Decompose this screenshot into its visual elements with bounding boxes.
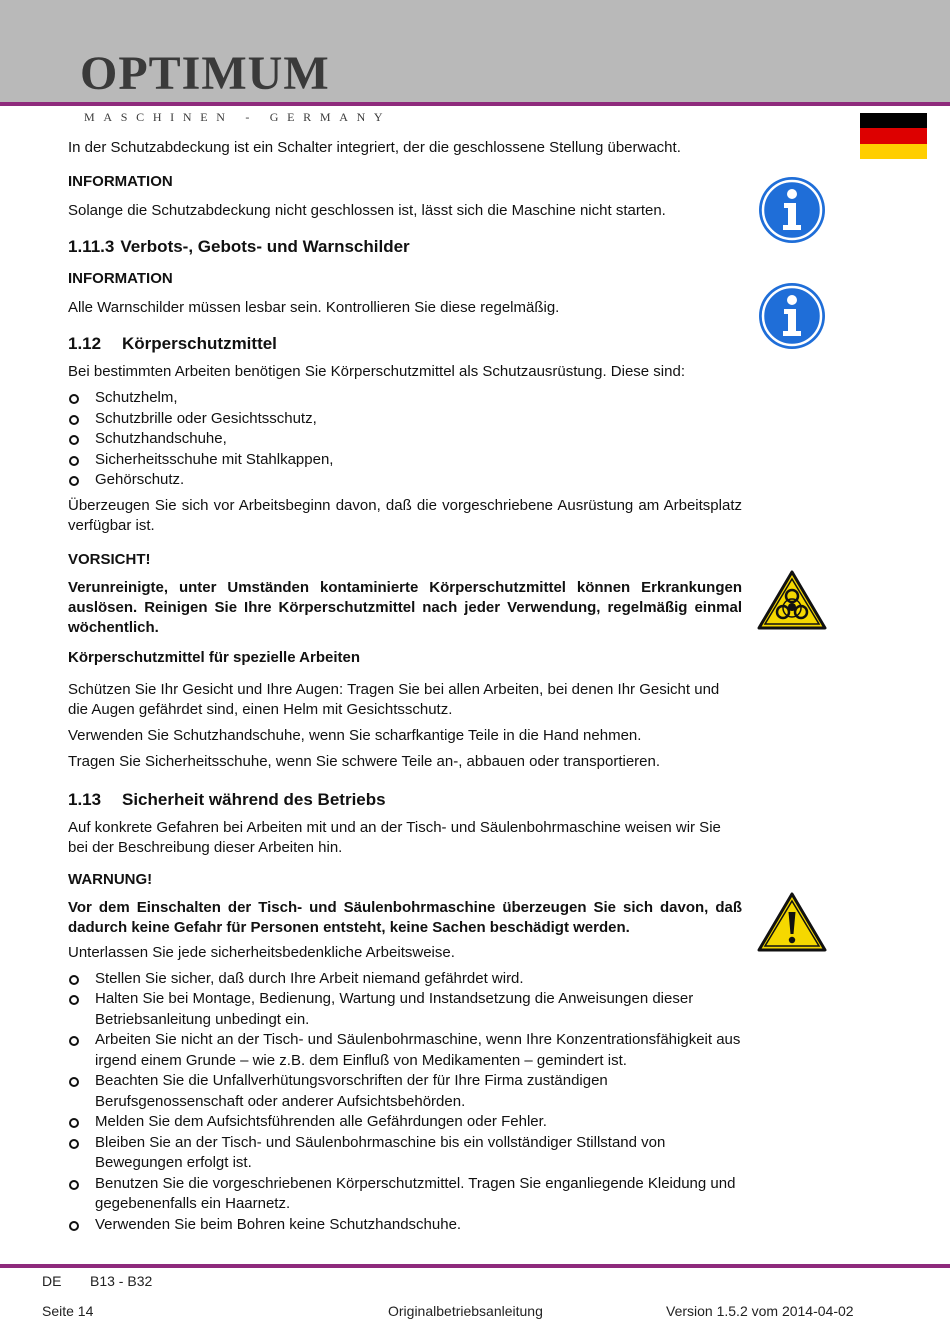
list-item: Benutzen Sie die vorgeschriebenen Körperschutzmittel. Tragen Sie enganliegende Kleidung und gegebenenfalls ein Haarnetz. xyxy=(68,1174,742,1215)
list-item: Melden Sie dem Aufsichtsführenden alle Gefährdungen oder Fehler. xyxy=(68,1112,742,1133)
caution-label: VORSICHT! xyxy=(68,550,151,568)
list-item: Schutzhandschuhe, xyxy=(68,429,742,450)
ppe-list xyxy=(68,388,742,491)
section-heading-1-11-3: 1.11.3 Verbots-, Gebots- und Warnschilder xyxy=(68,237,410,256)
special-work-text: Tragen Sie Sicherheitsschuhe, wenn Sie schwere Teile an-, abbauen oder transportieren. xyxy=(68,752,661,770)
list-item: Arbeiten Sie nicht an der Tisch- und Säulenbohrmaschine, wenn Ihre Konzentrationsfähigkeit aus irgend einem Grunde – wie z.B. dem Einfluß von Medikamenten – gemindert ist. xyxy=(68,1030,742,1071)
footer-rule xyxy=(0,1264,950,1268)
special-work-label: Körperschutzmittel für spezielle Arbeiten xyxy=(68,648,361,666)
info-text: Alle Warnschilder müssen lesbar sein. Kontrollieren Sie diese regelmäßig. xyxy=(68,299,560,316)
brand-logo: OPTIMUM xyxy=(80,47,330,100)
info-icon xyxy=(758,176,826,244)
info-label: INFORMATION xyxy=(68,270,173,287)
german-flag-icon xyxy=(860,113,927,159)
caution-text: Verunreinigte, unter Umständen kontaminierte Körperschutzmittel können Erkrankungen auslösen. Reinigen Sie Ihre Körperschutzmittel nach jeder Verwendung, regelmäßig einmal wöchentlich. xyxy=(68,578,742,636)
section-heading-1-12: 1.12 Körperschutzmittel xyxy=(68,334,277,353)
list-item: Schutzhelm, xyxy=(68,388,742,409)
info-icon xyxy=(758,282,826,350)
list-item: Schutzbrille oder Gesichtsschutz, xyxy=(68,409,742,430)
list-item: Verwenden Sie beim Bohren keine Schutzhandschuhe. xyxy=(68,1215,742,1236)
info-label: INFORMATION xyxy=(68,173,173,190)
warning-text: Vor dem Einschalten der Tisch- und Säulenbohrmaschine überzeugen Sie sich davon, daß dadurch keine Gefahr für Personen entsteht, keine Sachen beschädigt werden. xyxy=(68,898,742,936)
section-intro: Auf konkrete Gefahren bei Arbeiten mit und an der Tisch- und Säulenbohrmaschine weisen wir Sie bei der Beschreibung dieser Arbeiten hin. xyxy=(68,818,721,856)
section-intro: Bei bestimmten Arbeiten benötigen Sie Körperschutzmittel als Schutzausrüstung. Diese sind: xyxy=(68,363,685,380)
warning-label: WARNUNG! xyxy=(68,870,153,888)
footer-model: B13 - B32 xyxy=(90,1273,153,1289)
list-item: Stellen Sie sicher, daß durch Ihre Arbeit niemand gefährdet wird. xyxy=(68,969,742,990)
general-warning-icon xyxy=(757,892,827,952)
special-work-text: Verwenden Sie Schutzhandschuhe, wenn Sie scharfkantige Teile in die Hand nehmen. xyxy=(68,726,642,744)
biohazard-warning-icon xyxy=(757,570,827,630)
list-item: Halten Sie bei Montage, Bedienung, Wartung und Instandsetzung die Anweisungen dieser Betriebsanleitung unbedingt ein. xyxy=(68,989,742,1030)
equipment-check-text: Überzeugen Sie sich vor Arbeitsbeginn davon, daß die vorgeschriebene Ausrüstung am Arbeitsplatz verfügbar ist. xyxy=(68,496,742,534)
list-item: Beachten Sie die Unfallverhütungsvorschriften der für Ihre Firma zuständigen Berufsgenossenschaft oder anderer Aufsichtsbehörden. xyxy=(68,1071,742,1112)
info-text: Solange die Schutzabdeckung nicht geschlossen ist, lässt sich die Maschine nicht starten. xyxy=(68,202,666,219)
footer-version: Version 1.5.2 vom 2014-04-02 xyxy=(666,1303,854,1319)
operation-list xyxy=(68,969,742,1236)
section-heading-1-13: 1.13 Sicherheit während des Betriebs xyxy=(68,789,386,809)
brand-tagline: MASCHINEN - GERMANY xyxy=(84,110,392,124)
special-work-text: Schützen Sie Ihr Gesicht und Ihre Augen: Tragen Sie bei allen Arbeiten, bei denen Ihr Gesicht und die Augen gefährdet sind, einen Helm mit Gesichtsschutz. xyxy=(68,680,720,718)
list-item: Sicherheitsschuhe mit Stahlkappen, xyxy=(68,450,742,471)
header-rule xyxy=(0,102,950,106)
footer-language: DE xyxy=(42,1273,62,1289)
footer-document-type: Originalbetriebsanleitung xyxy=(388,1303,543,1319)
intro-text: In der Schutzabdeckung ist ein Schalter integriert, der die geschlossene Stellung überwacht. xyxy=(68,139,681,156)
footer-page-number: Seite 14 xyxy=(42,1303,94,1319)
operation-note: Unterlassen Sie jede sicherheitsbedenkliche Arbeitsweise. xyxy=(68,943,455,961)
list-item: Gehörschutz. xyxy=(68,470,742,491)
document-body xyxy=(68,138,742,1240)
list-item: Bleiben Sie an der Tisch- und Säulenbohrmaschine bis ein vollständiger Stillstand von Bewegungen erfolgt ist. xyxy=(68,1133,742,1174)
